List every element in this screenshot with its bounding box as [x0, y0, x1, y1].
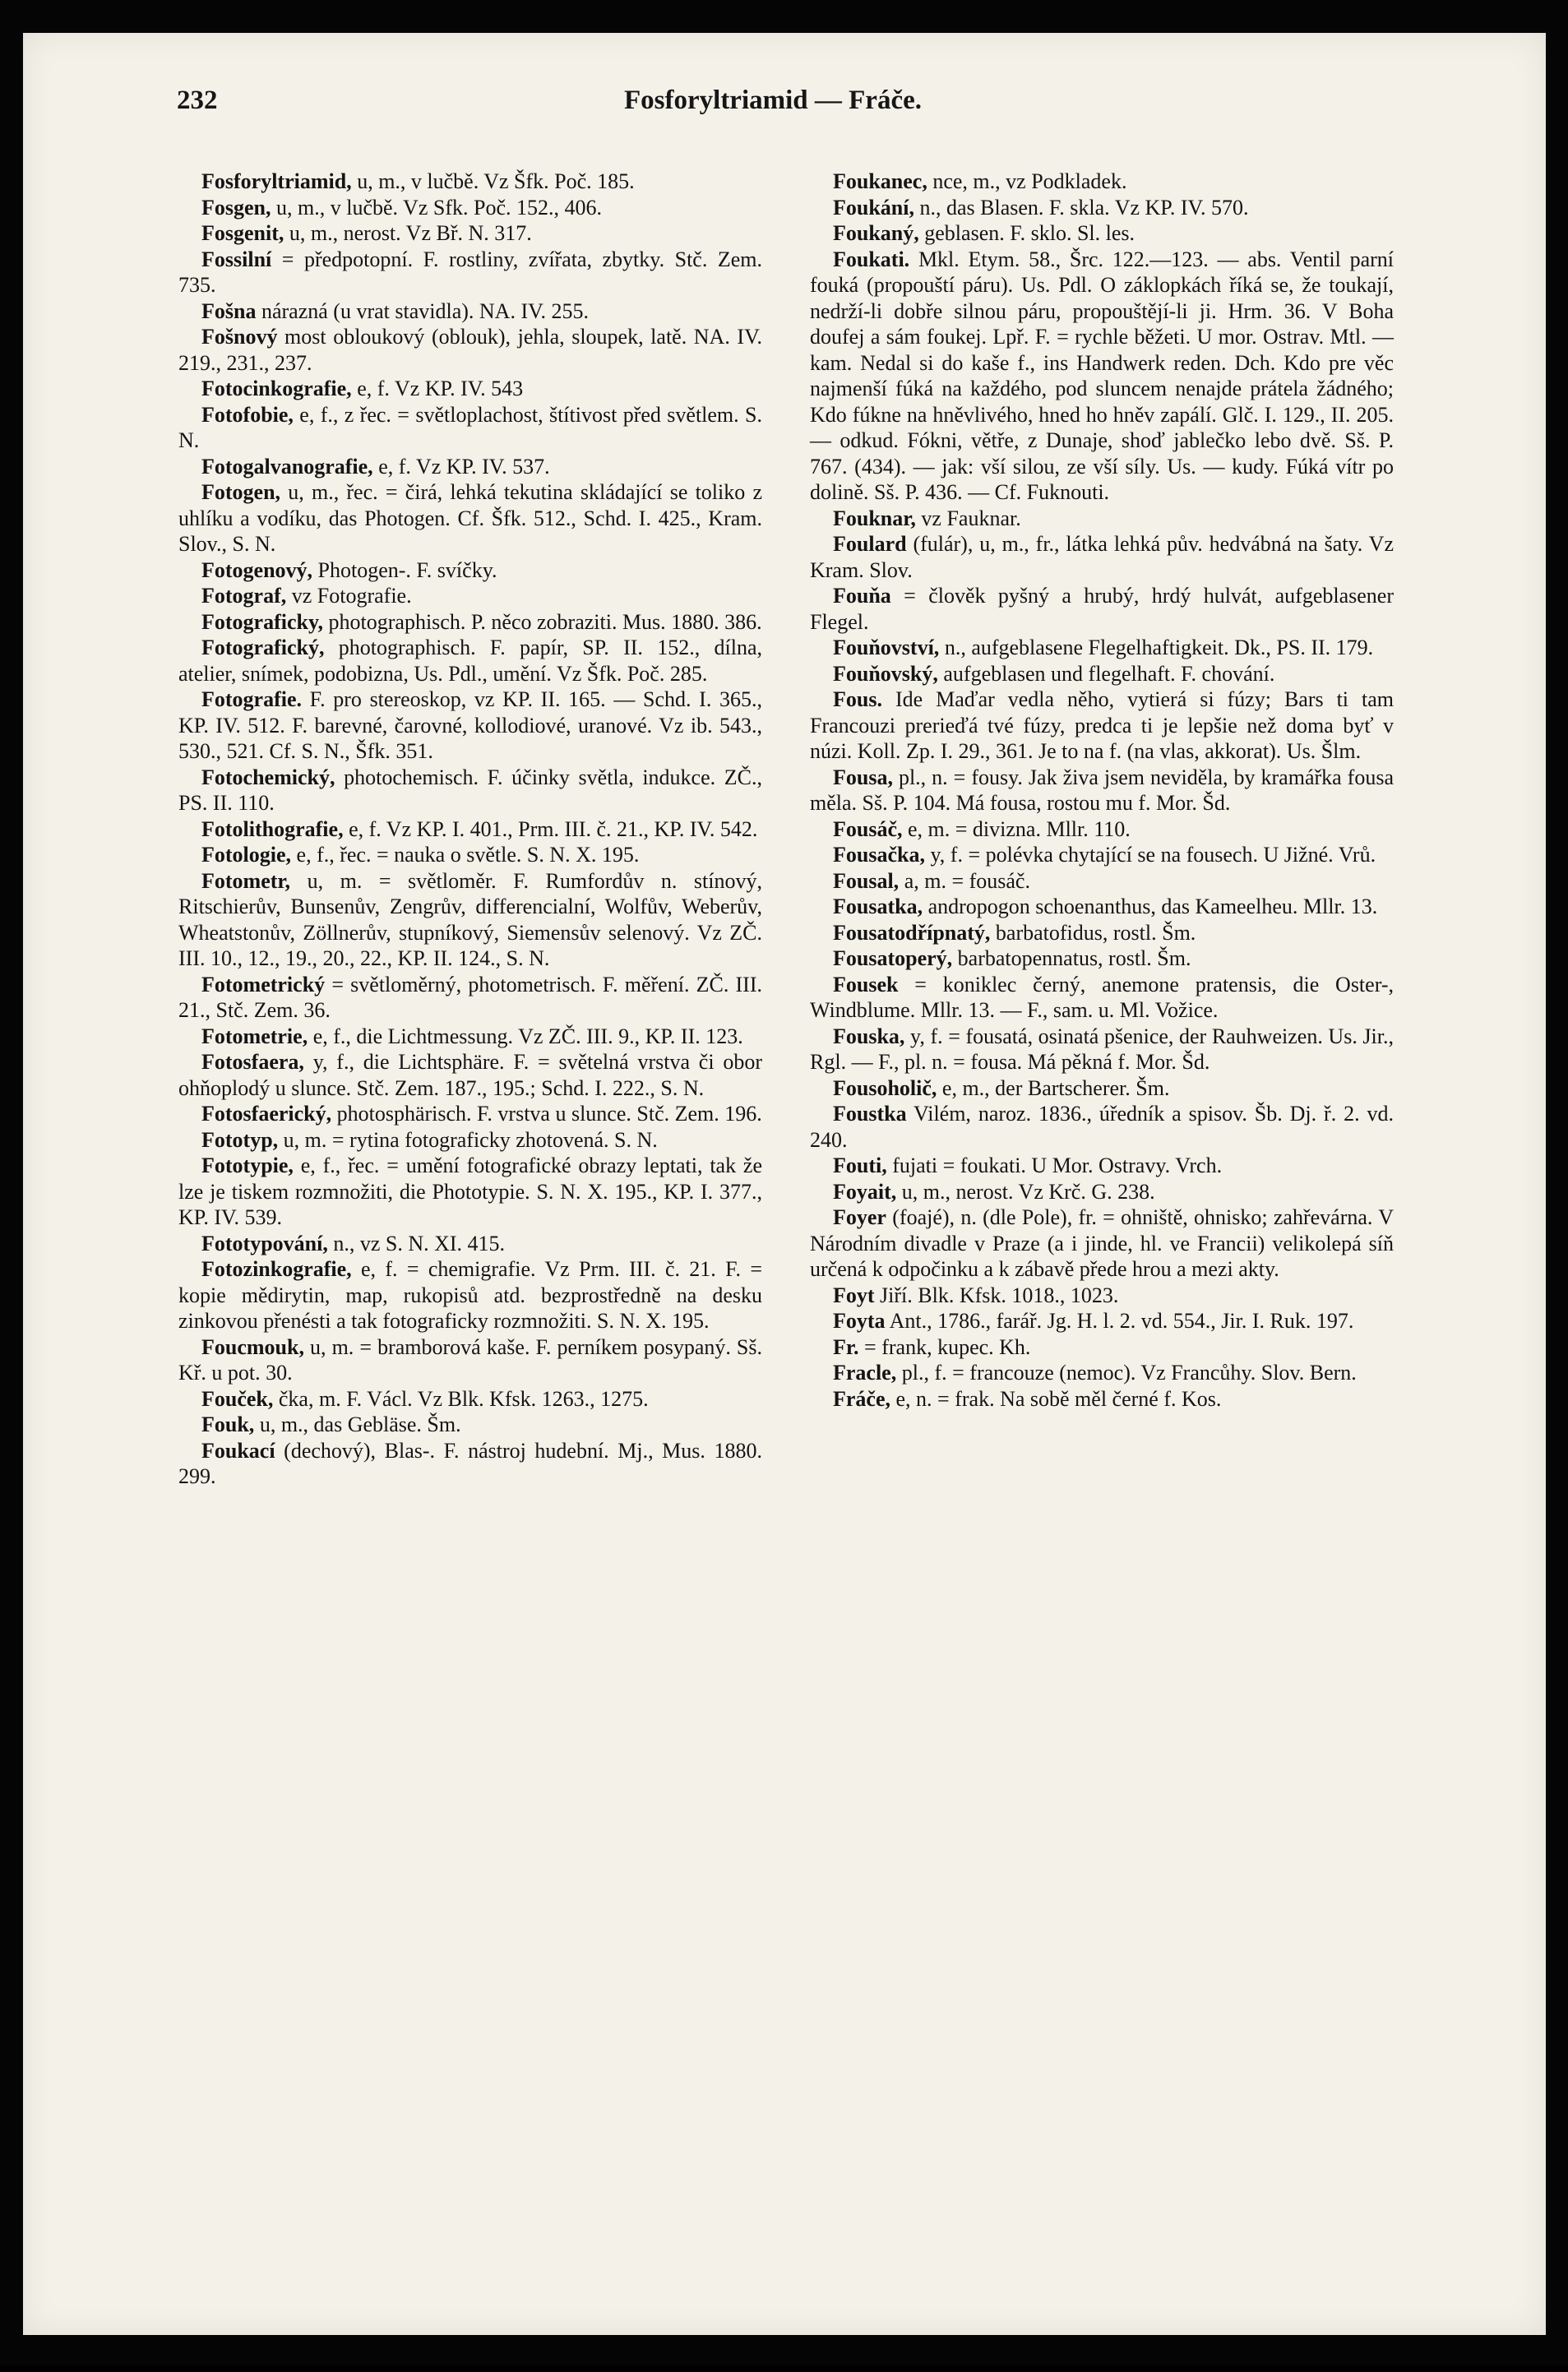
entry-headword: Fotometr, — [201, 868, 291, 893]
dictionary-entry — [810, 842, 1394, 868]
dictionary-entry — [810, 868, 1394, 895]
dictionary-entry — [178, 583, 762, 609]
page-number: 232 — [177, 86, 218, 115]
entry-headword: Fouňovský, — [833, 661, 938, 686]
dictionary-entry — [178, 402, 762, 454]
dictionary-entry — [178, 1256, 762, 1334]
entry-headword: Fotogenový, — [201, 557, 313, 582]
dictionary-entry — [810, 661, 1394, 687]
entry-definition: barbatofidus, rostl. Šm. — [990, 920, 1196, 945]
entry-headword: Fotolithografie, — [201, 816, 344, 841]
entry-headword: Fotografie. — [201, 687, 303, 711]
entry-definition: n., das Blasen. F. skla. Vz KP. IV. 570. — [914, 195, 1249, 220]
entry-definition: (dechový), Blas-. F. nástroj hudební. Mj., Mus. 1880. 299. — [178, 1438, 762, 1488]
entry-headword: Foucmouk, — [201, 1334, 304, 1359]
entry-definition: u, m. = rytina fotograficky zhotovená. S. N. — [278, 1127, 658, 1152]
entry-definition: u, m., nerost. Vz Bř. N. 317. — [284, 221, 532, 245]
entry-definition: photochemisch. F. účinky světla, indukce. ZČ., PS. II. 110. — [178, 765, 762, 815]
dictionary-entry — [178, 868, 762, 972]
entry-headword: Fototypování, — [201, 1231, 328, 1255]
dictionary-entry — [178, 479, 762, 557]
dictionary-entry — [810, 506, 1394, 532]
entry-headword: Fousek — [833, 972, 899, 996]
dictionary-entry — [178, 376, 762, 402]
entry-headword: Fousačka, — [833, 843, 925, 867]
entry-definition: e, f., řec. = nauka o světle. S. N. X. 195. — [291, 843, 640, 867]
dictionary-entry — [810, 920, 1394, 946]
entry-definition: nce, m., vz Podkladek. — [927, 169, 1127, 193]
entry-headword: Fotocinkografie, — [201, 377, 352, 400]
dictionary-entry — [810, 1334, 1394, 1361]
dictionary-entry — [810, 1024, 1394, 1075]
dictionary-entry — [178, 635, 762, 687]
dictionary-entry — [810, 220, 1394, 247]
right-column — [810, 169, 1394, 1412]
entry-headword: Foukati. — [833, 247, 910, 271]
page-header — [177, 86, 1369, 135]
entry-definition: aufgeblasen und flegelhaft. F. chování. — [937, 661, 1275, 686]
entry-headword: Fotologie, — [201, 843, 292, 867]
entry-headword: Foulard — [833, 532, 907, 556]
entry-definition: photographisch. F. papír, SP. II. 152., dílna, atelier, snímek, podobizna, Us. Pdl., umění. Vz Šfk. Poč. 285. — [178, 636, 762, 686]
entry-definition: F. pro stereoskop, vz KP. II. 165. — Schd. I. 365., KP. IV. 512. F. barevné, čarovné, kollodiové, uranové. Vz ib. 543., 530., 521. Cf. S. N., Šfk. 351. — [178, 687, 762, 763]
dictionary-entry — [178, 765, 762, 816]
dictionary-entry — [178, 1438, 762, 1490]
entry-headword: Fráče, — [833, 1386, 891, 1411]
dictionary-entry — [810, 1101, 1394, 1153]
entry-definition: andropogon schoenanthus, das Kameelheu. Mllr. 13. — [923, 895, 1378, 918]
entry-headword: Fotografický, — [201, 636, 325, 659]
entry-definition: e, f., řec. = umění fotografické obrazy leptati, tak že lze je tiskem rozmnožiti, die Phototypie. S. N. X. 195., KP. I. 377., KP. IV. 539. — [178, 1154, 762, 1229]
dictionary-entry — [810, 894, 1394, 920]
entry-definition: most obloukový (oblouk), jehla, sloupek, latě. NA. IV. 219., 231., 237. — [178, 325, 762, 375]
entry-definition: Jiří. Blk. Kfsk. 1018., 1023. — [874, 1283, 1119, 1307]
entry-definition: y, f. = polévka chytající se na fousech. U Jižné. Vrů. — [924, 843, 1376, 867]
entry-definition: pl., n. = fousy. Jak živa jsem neviděla, by kramářka fousa měla. Sš. P. 104. Má fousa, rostou mu f. Mor. Šd. — [810, 765, 1394, 815]
dictionary-entry — [178, 220, 762, 247]
entry-headword: Fotozinkografie, — [201, 1257, 352, 1281]
entry-definition: (fulár), u, m., fr., látka lehká pův. hedvábná na šaty. Vz Kram. Slov. — [810, 532, 1394, 582]
entry-headword: Foukání, — [833, 195, 914, 220]
entry-headword: Fotograf, — [201, 584, 287, 608]
dictionary-entry — [810, 583, 1394, 635]
entry-headword: Fotofobie, — [201, 402, 294, 427]
dictionary-entry — [810, 946, 1394, 972]
dictionary-entry — [178, 454, 762, 480]
entry-definition: = člověk pyšný a hrubý, hrdý hulvát, aufgeblasener Flegel. — [810, 584, 1394, 634]
entry-headword: Foustka — [833, 1102, 907, 1126]
dictionary-entry — [810, 687, 1394, 765]
entry-definition: u, m., řec. = čirá, lehká tekutina skládající se toliko z uhlíku a vodíku, das Photogen. Cf. Šfk. 512., Schd. I. 425., Kram. Slov., S. N. — [178, 480, 762, 556]
dictionary-entry — [178, 816, 762, 843]
entry-definition: n., aufgeblasene Flegelhaftigkeit. Dk., PS. II. 179. — [939, 636, 1374, 659]
entry-definition: e, m., der Bartscherer. Šm. — [937, 1075, 1170, 1100]
entry-definition: e, n. = frak. Na sobě měl černé f. Kos. — [890, 1386, 1222, 1411]
entry-headword: Fouska, — [833, 1024, 905, 1048]
entry-definition: fujati = foukati. U Mor. Ostravy. Vrch. — [886, 1154, 1223, 1177]
entry-headword: Fošnový — [201, 325, 278, 349]
entry-headword: Fossilní — [201, 247, 272, 271]
entry-definition: e, m. = divizna. Mllr. 110. — [902, 816, 1131, 841]
entry-definition: photographisch. P. něco zobraziti. Mus. 1880. 386. — [323, 609, 762, 634]
entry-headword: Fous. — [833, 687, 882, 711]
entry-definition: u, m., v lučbě. Vz Sfk. Poč. 152., 406. — [271, 195, 602, 220]
dictionary-entry — [810, 169, 1394, 195]
entry-headword: Fotometrický — [201, 972, 326, 996]
dictionary-entry — [810, 1308, 1394, 1334]
column-gutter — [788, 169, 789, 2372]
dictionary-entry — [178, 557, 762, 584]
entry-definition: vz Fotografie. — [286, 584, 412, 608]
entry-headword: Foukací — [201, 1438, 275, 1463]
entry-headword: Foyait, — [833, 1179, 897, 1204]
entry-definition: u, m. = bramborová kaše. F. perníkem posypaný. Sš. Kř. u pot. 30. — [178, 1334, 762, 1385]
entry-definition: y, f. = fousatá, osinatá pšenice, der Rauhweizen. Us. Jir., Rgl. — F., pl. n. = fousa. Má pěkná f. Mor. Šd. — [810, 1024, 1394, 1074]
entry-headword: Foukanec, — [833, 169, 927, 193]
entry-headword: Fosforyltriamid, — [201, 169, 352, 193]
entry-definition: photosphärisch. F. vrstva u slunce. Stč. Zem. 196. — [331, 1102, 762, 1126]
entry-definition: barbatopennatus, rostl. Šm. — [952, 946, 1191, 970]
dictionary-entry — [178, 1334, 762, 1386]
entry-definition: = světloměrný, photometrisch. F. měření. ZČ. III. 21., Stč. Zem. 36. — [178, 972, 762, 1022]
dictionary-entry — [178, 609, 762, 636]
entry-definition: u, m., nerost. Vz Krč. G. 238. — [896, 1179, 1155, 1204]
entry-headword: Foyta — [833, 1309, 886, 1333]
dictionary-entry — [178, 1231, 762, 1257]
entry-headword: Fousáč, — [833, 816, 903, 841]
running-head: Fosforyltriamid — Fráče. — [624, 86, 922, 115]
dictionary-entry — [178, 1127, 762, 1154]
dictionary-entry — [178, 247, 762, 298]
entry-definition: Mkl. Etym. 58., Šrc. 122.—123. — abs. Ventil parní fouká (propouští páru). Us. Pdl. O záklopkách říká se, že toukají, nedrží-li dobře silnou páru, propouštějí-li ji. Hrm. 36. V Boha doufej a sám foukej. Lpř. F. = rychle běžeti. U mor. Ostrav. Mtl. — kam. Nedal si do kaše f., ins Handwerk reden. Dch. Kdo pre věc najmenší fúká na každého, pod sluncem nenajde prátela žádného; Kdo fúkne na hněvlivého, hned ho hněv zapálí. Glč. I. 129., II. 205. — odkud. Fókni, větře, z Dunaje, shoď jablečko lebo dvě. Sš. P. 767. (434). — jak: vší silou, ze vší síly. Us. — kudy. Fúká vítr po dolině. Sš. P. 436. — Cf. Fuknouti. — [810, 247, 1394, 504]
dictionary-entry — [178, 1049, 762, 1101]
entry-definition: u, m., v lučbě. Vz Šfk. Poč. 185. — [351, 169, 635, 193]
entry-headword: Fousoholič, — [833, 1075, 937, 1100]
dictionary-entry — [178, 324, 762, 376]
entry-headword: Fotometrie, — [201, 1024, 308, 1048]
entry-headword: Fouček, — [201, 1386, 274, 1411]
entry-definition: čka, m. F. Václ. Vz Blk. Kfsk. 1263., 1275. — [273, 1386, 649, 1411]
entry-definition: e, f. Vz KP. IV. 543 — [351, 377, 524, 400]
dictionary-entry — [810, 1075, 1394, 1102]
entry-headword: Fousal, — [833, 868, 900, 893]
entry-definition: u, m., das Gebläse. Šm. — [254, 1413, 461, 1436]
entry-headword: Fototyp, — [201, 1127, 279, 1152]
entry-headword: Fotosfaera, — [201, 1050, 304, 1074]
entry-headword: Foyer — [833, 1205, 886, 1229]
dictionary-entry — [178, 842, 762, 868]
entry-definition: Vilém, naroz. 1836., úředník a spisov. Šb. Dj. ř. 2. vd. 240. — [810, 1102, 1394, 1152]
entry-headword: Fotochemický, — [201, 765, 335, 789]
entry-definition: e, f. Vz KP. I. 401., Prm. III. č. 21., KP. IV. 542. — [343, 816, 758, 841]
entry-definition: u, m. = světloměr. F. Rumfordův n. stínový, Ritschierův, Bunsenův, Zengrův, differencialní, Wolfův, Weberův, Wheatstonův, Zöllnerův, stupníkový, Siemensův selenový. Vz ZČ. III. 10., 12., 19., 20., 22., KP. II. 124., S. N. — [178, 868, 762, 970]
entry-definition: = koniklec černý, anemone pratensis, die Oster-, Windblume. Mllr. 13. — F., sam. u. Ml. Vožice. — [810, 972, 1394, 1022]
dictionary-entry — [810, 1386, 1394, 1413]
entry-definition: vz Fauknar. — [915, 506, 1021, 530]
left-column — [178, 169, 762, 1490]
entry-definition: Ant., 1786., farář. Jg. H. l. 2. vd. 554., Jir. I. Ruk. 197. — [885, 1309, 1354, 1333]
entry-definition: a, m. = fousáč. — [899, 868, 1030, 893]
entry-headword: Fousatka, — [833, 895, 923, 918]
entry-headword: Fouknar, — [833, 506, 916, 530]
entry-headword: Fracle, — [833, 1361, 897, 1385]
dictionary-entry — [810, 1153, 1394, 1179]
entry-headword: Fouti, — [833, 1154, 887, 1177]
entry-headword: Foukaný, — [833, 221, 919, 245]
dictionary-entry — [810, 1204, 1394, 1283]
dictionary-entry — [810, 765, 1394, 816]
dictionary-entry — [810, 1360, 1394, 1386]
entry-definition: nárazná (u vrat stavidla). NA. IV. 255. — [256, 298, 590, 323]
dictionary-entry — [178, 1024, 762, 1050]
entry-headword: Fr. — [833, 1334, 859, 1359]
entry-headword: Fotograficky, — [201, 609, 324, 634]
entry-definition: Ide Maďar vedla něho, vytierá si fúzy; Bars ti tam Francouzi prerieďá tvé fúzy, predca ti je lepšie než doma byť v núzi. Koll. Zp. I. 29., 361. Je to na f. (na vlas, akkorat). Us. Šlm. — [810, 687, 1394, 763]
entry-headword: Fouk, — [201, 1413, 255, 1436]
entry-definition: e, f., die Lichtmessung. Vz ZČ. III. 9., KP. II. 123. — [308, 1024, 743, 1048]
entry-headword: Fousatodřípnatý, — [833, 920, 991, 945]
dictionary-entry — [178, 687, 762, 765]
dictionary-entry — [178, 972, 762, 1024]
entry-definition: e, f., z řec. = světloplachost, štítivost před světlem. S. N. — [178, 402, 762, 452]
dictionary-entry — [178, 298, 762, 325]
dictionary-entry — [178, 1412, 762, 1438]
dictionary-entry — [178, 1386, 762, 1413]
entry-headword: Fouňa — [833, 584, 891, 608]
dictionary-entry — [810, 531, 1394, 583]
entry-definition: e, f. Vz KP. IV. 537. — [372, 454, 550, 479]
entry-headword: Fouňovství, — [833, 636, 940, 659]
entry-headword: Fotogen, — [201, 480, 281, 504]
entry-definition: (foajé), n. (dle Pole), fr. = ohniště, ohnisko; zahřevárna. V Národním divadle v Praze (a i jinde, hl. ve Francii) velikolepá síň určená k odpočinku a k zábavě přede hrou a mezi akty. — [810, 1205, 1394, 1281]
dictionary-entry — [810, 1283, 1394, 1309]
entry-definition: Photogen-. F. svíčky. — [312, 557, 497, 582]
dictionary-entry — [178, 1101, 762, 1127]
entry-headword: Fousa, — [833, 765, 893, 789]
entry-definition: = frank, kupec. Kh. — [858, 1334, 1031, 1359]
entry-definition: geblasen. F. sklo. Sl. les. — [918, 221, 1136, 245]
entry-definition: = předpotopní. F. rostliny, zvířata, zbytky. Stč. Zem. 735. — [178, 247, 762, 297]
entry-headword: Fototypie, — [201, 1154, 294, 1177]
entry-headword: Fousatoperý, — [833, 946, 953, 970]
entry-definition: n., vz S. N. XI. 415. — [327, 1231, 506, 1255]
dictionary-entry — [810, 816, 1394, 843]
dictionary-entry — [810, 972, 1394, 1024]
entry-headword: Fotosfaerický, — [201, 1102, 332, 1126]
entry-headword: Fošna — [201, 298, 257, 323]
dictionary-entry — [178, 1153, 762, 1231]
dictionary-entry — [178, 169, 762, 195]
entry-definition: pl., f. = francouze (nemoc). Vz Francůhy. Slov. Bern. — [896, 1361, 1357, 1385]
entry-definition: y, f., die Lichtsphäre. F. = světelná vrstva či obor ohňoplodý u slunce. Stč. Zem. 187., 195.; Schd. I. 222., S. N. — [178, 1050, 762, 1100]
entry-headword: Fosgen, — [201, 195, 271, 220]
dictionary-entry — [810, 247, 1394, 506]
dictionary-entry — [178, 195, 762, 221]
dictionary-entry — [810, 635, 1394, 661]
dictionary-entry — [810, 1179, 1394, 1205]
entry-headword: Fosgenit, — [201, 221, 284, 245]
entry-headword: Fotogalvanografie, — [201, 454, 373, 479]
entry-headword: Foyt — [833, 1283, 875, 1307]
dictionary-entry — [810, 195, 1394, 221]
entry-definition: e, f. = chemigrafie. Vz Prm. III. č. 21. F. = kopie mědirytin, map, rukopisů atd. bezprostředně na desku zinkovou přenésti a tak fotograficky rozmnožiti. S. N. X. 195. — [178, 1257, 762, 1333]
